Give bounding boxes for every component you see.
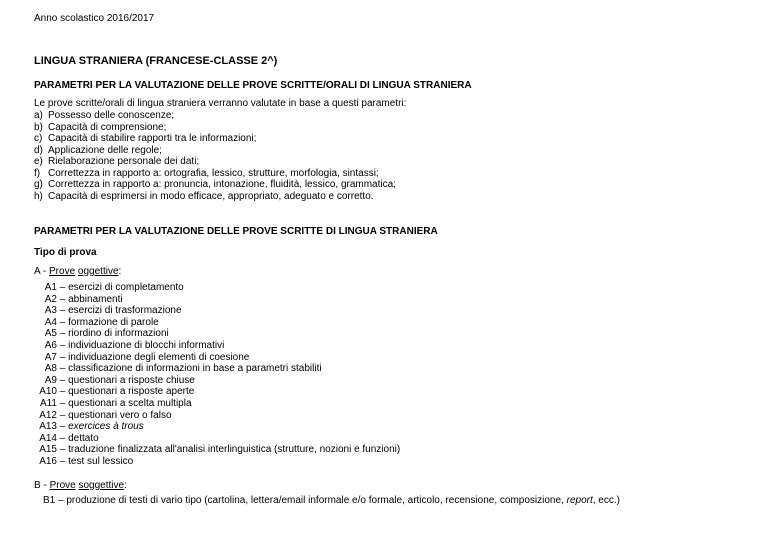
list-item: A15 – traduzione finalizzata all'analisi interlinguistica (strutture, nozioni e funzioni) bbox=[39, 444, 401, 456]
list-item: A4 – formazione di parole bbox=[44, 316, 159, 328]
school-year: Anno scolastico 2016/2017 bbox=[34, 13, 155, 24]
list-item: f) Correttezza in rapporto a: ortografia, lessico, strutture, morfologia, sintassi; bbox=[34, 167, 379, 179]
list-item: A9 – questionari a risposte chiuse bbox=[44, 374, 195, 386]
list-item: e) Rielaborazione personale dei dati; bbox=[34, 156, 200, 167]
objective-tests-label: A - Prove oggettive: bbox=[34, 266, 122, 277]
section2-heading: PARAMETRI PER LA VALUTAZIONE DELLE PROVE SCRITTE DI LINGUA STRANIERA bbox=[34, 226, 438, 237]
subjective-tests-label: B - Prove soggettive: bbox=[34, 480, 127, 491]
list-item: A5 – riordino di informazioni bbox=[44, 328, 169, 340]
section1-intro: Le prove scritte/orali di lingua straniera verranno valutate in base a questi parametri: bbox=[34, 98, 407, 109]
list-item: c) Capacità di stabilire rapporti tra le informazioni; bbox=[34, 133, 257, 144]
list-item: A2 – abbinamenti bbox=[44, 293, 123, 305]
list-item: A1 – esercizi di completamento bbox=[44, 282, 184, 293]
list-item: b) Capacità di comprensione; bbox=[34, 121, 167, 133]
list-item: A7 – individuazione degli elementi di coesione bbox=[44, 351, 250, 363]
list-item: A3 – esercizi di trasformazione bbox=[44, 305, 182, 317]
list-item: A6 – individuazione di blocchi informativi bbox=[44, 339, 225, 351]
test-type-heading: Tipo di prova bbox=[34, 247, 97, 258]
list-item: A13 – exercices à trous bbox=[39, 421, 144, 433]
subjective-test-item: B1 – produzione di testi di vario tipo (cartolina, lettera/email informale e/o formale, articolo, recensione, composizione, report, ecc.) bbox=[43, 495, 620, 506]
parameter-list bbox=[34, 110, 396, 202]
list-item: A8 – classificazione di informazioni in base a parametri stabiliti bbox=[44, 363, 322, 375]
list-item: g) Correttezza in rapporto a: pronuncia, intonazione, fluidità, lessico, grammatica; bbox=[34, 179, 396, 190]
objective-tests-list bbox=[35, 282, 400, 468]
list-item: A16 – test sul lessico bbox=[39, 455, 134, 467]
list-item: a) Possesso delle conoscenze; bbox=[34, 110, 175, 121]
list-item: A12 – questionari vero o falso bbox=[39, 409, 172, 421]
document-title: LINGUA STRANIERA (FRANCESE-CLASSE 2^) bbox=[34, 55, 278, 67]
list-item: A14 – dettato bbox=[39, 432, 99, 444]
list-item: A10 – questionari a risposte aperte bbox=[39, 386, 195, 398]
list-item: h) Capacità di esprimersi in modo efficace, appropriato, adeguato e corretto. bbox=[34, 190, 374, 202]
list-item: d) Applicazione delle regole; bbox=[34, 144, 162, 156]
section1-heading: PARAMETRI PER LA VALUTAZIONE DELLE PROVE SCRITTE/ORALI DI LINGUA STRANIERA bbox=[34, 80, 472, 91]
list-item: A11 – questionari a scelta multipla bbox=[39, 397, 192, 409]
